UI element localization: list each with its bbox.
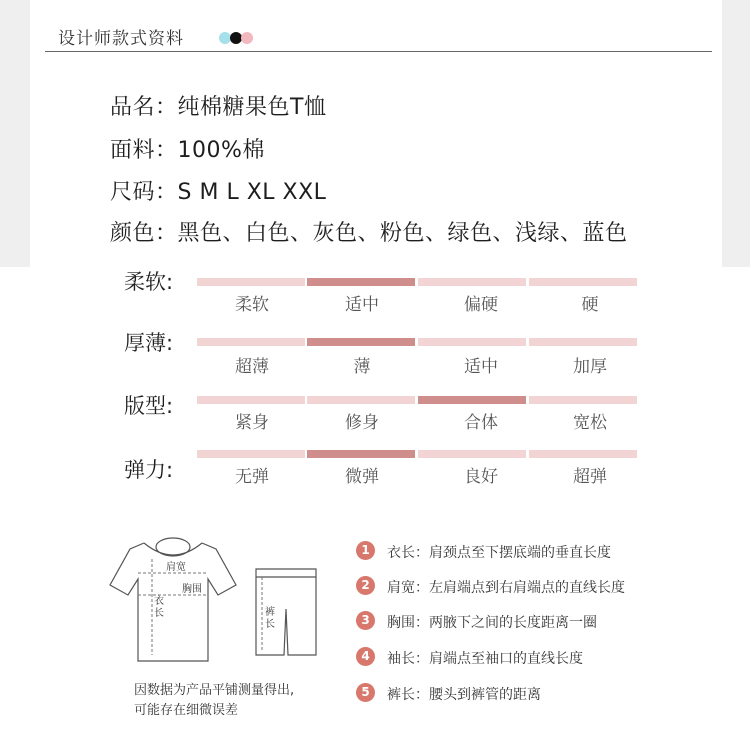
scale-segment (307, 396, 415, 404)
measurement-text: 裤长：腰头到裤管的距离 (387, 687, 541, 703)
scale-segment (197, 450, 305, 458)
info-sep: ： (155, 138, 178, 163)
scale-option: 宽松 (573, 413, 607, 433)
info-sep: ： (155, 180, 178, 205)
scale-segment (307, 278, 415, 286)
info-label: 颜色 (110, 221, 156, 246)
scale-segment (418, 450, 526, 458)
scale-option: 柔软 (235, 295, 269, 315)
scale-option: 合体 (464, 413, 498, 433)
attribute-label: 柔软: (124, 270, 174, 294)
scale-segment (307, 450, 415, 458)
scale-segment (529, 278, 637, 286)
measurement-note-line2: 可能存在细微误差 (134, 703, 239, 718)
decorative-dots (219, 32, 253, 44)
info-value: S M L XL XXL (177, 180, 327, 205)
number-badge-icon: 5 (356, 683, 375, 702)
info-row-name (110, 90, 326, 121)
scale-segment (307, 338, 415, 346)
measure-guides-icon (138, 559, 208, 655)
dot-pink (241, 32, 253, 44)
scale-segment (418, 338, 526, 346)
measurement-text: 肩宽：左肩端点到右肩端点的直线长度 (387, 580, 625, 596)
info-row-fabric (110, 133, 265, 164)
info-sep: ： (155, 221, 178, 246)
attribute-label: 版型: (124, 394, 174, 418)
pants-length-label: 裤 长 (265, 607, 275, 630)
scale-option: 薄 (353, 357, 371, 377)
garment-diagram (108, 537, 328, 667)
scale-segment (197, 278, 305, 286)
info-value: 100%棉 (177, 138, 265, 163)
scale-option: 适中 (464, 357, 498, 377)
scale-option: 紧身 (235, 413, 269, 433)
number-badge-icon: 1 (356, 541, 375, 560)
tshirt-outline-icon (110, 538, 236, 661)
scale-option: 超弹 (573, 467, 607, 487)
measurement-text: 袖长：肩端点至袖口的直线长度 (387, 651, 583, 667)
info-sep: ： (155, 95, 178, 120)
scale-segment (529, 450, 637, 458)
measurement-text: 胸围：两腋下之间的长度距离一圈 (387, 615, 597, 631)
section-title: 设计师款式资料 (58, 29, 184, 49)
scale-option: 超薄 (235, 357, 269, 377)
scale-segment (418, 396, 526, 404)
scale-segment (197, 338, 305, 346)
scale-segment (418, 278, 526, 286)
number-badge-icon: 2 (356, 576, 375, 595)
scale-segment (529, 396, 637, 404)
scale-option: 偏硬 (464, 295, 498, 315)
shoulder-label: 肩宽 (166, 562, 186, 573)
length-label: 衣 长 (154, 596, 164, 619)
header-divider (45, 51, 712, 52)
info-value: 纯棉糖果色T恤 (177, 95, 327, 120)
scale-segment (529, 338, 637, 346)
scale-option: 修身 (345, 413, 379, 433)
measurement-note-line1: 因数据为产品平铺测量得出, (134, 683, 295, 698)
scale-option: 良好 (464, 467, 498, 487)
attribute-label: 厚薄: (124, 331, 174, 355)
info-label: 品名 (110, 95, 156, 120)
measurement-text: 衣长：肩颈点至下摆底端的垂直长度 (387, 545, 611, 561)
scale-option: 加厚 (573, 357, 607, 377)
scale-option: 硬 (581, 295, 599, 315)
info-value: 黑色、白色、灰色、粉色、绿色、浅绿、蓝色 (177, 221, 628, 246)
info-row-color (110, 216, 628, 247)
scale-option: 适中 (345, 295, 379, 315)
number-badge-icon: 3 (356, 611, 375, 630)
chest-label: 胸围 (182, 584, 202, 595)
number-badge-icon: 4 (356, 647, 375, 666)
info-row-size (110, 175, 326, 206)
info-label: 尺码 (110, 180, 156, 205)
scale-segment (197, 396, 305, 404)
scale-option: 微弹 (345, 467, 379, 487)
attribute-label: 弹力: (124, 458, 174, 482)
scale-option: 无弹 (235, 467, 269, 487)
info-label: 面料 (110, 138, 156, 163)
